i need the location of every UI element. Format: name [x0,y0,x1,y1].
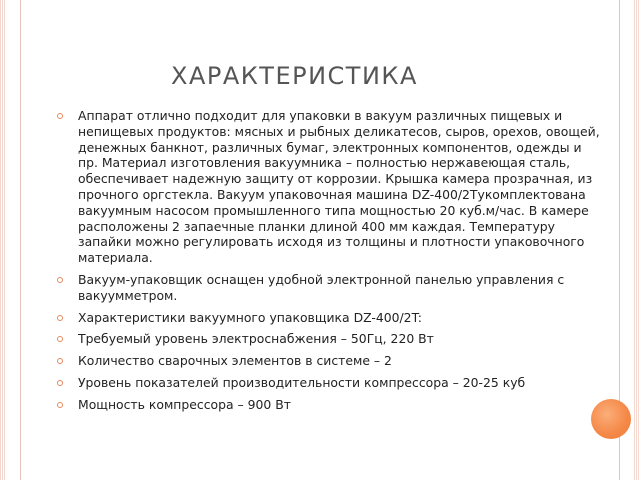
bullet-item [55,375,605,391]
bullet-icon [57,402,63,408]
bullet-item [55,353,605,369]
bullet-icon [57,315,63,321]
bullet-text: Вакуум-упаковщик оснащен удобной электронной панелью управления с вакуумметром. [78,271,565,303]
bullet-text: Требуемый уровень электроснабжения – 50Гц, 220 Вт [78,331,434,347]
bullet-text: Мощность компрессора – 900 Вт [78,396,291,412]
bullet-text: Характеристики вакуумного упаковщика DZ-400/2T: [78,309,422,325]
bullet-list [55,108,605,419]
slide-title: ХАРАКТЕРИСТИКА [171,62,418,90]
bullet-icon [57,277,63,283]
bullet-icon [57,380,63,386]
bullet-item [55,331,605,347]
left-decorative-stripe [0,0,6,480]
bullet-text: Аппарат отлично подходит для упаковки в вакуум различных пищевых и непищевых продуктов: мясных и рыбных деликатесов, сыров, орехов, овощей, денежных банкнот, различных бумаг, электронных компонентов, одежды и пр. Материал изготовления вакуумника – полностью нержавеющая сталь, обеспечивает надежную защиту от коррозии. Крышка камера прозрачная, из прочного оргстекла. Вакуум упаковочная машина DZ-400/2Тукомплектована вакуумным насосом промышленного типа мощностью 20 куб.м/час. В камере расположены 2 запаечные планки длиной 400 мм каждая. Температуру запайки можно регулировать исходя из толщины и плотности упаковочного материала. [78,108,600,266]
bullet-icon [57,358,63,364]
bullet-item [55,397,605,413]
bullet-item [55,310,605,326]
bullet-item [55,272,605,304]
bullet-item [55,108,605,266]
bullet-icon [57,113,63,119]
decorative-orange-circle [591,399,631,439]
slide [20,0,620,480]
bullet-text: Количество сварочных элементов в системе – 2 [78,353,392,369]
bullet-text: Уровень показателей производительности компрессора – 20-25 куб [78,374,526,390]
bullet-icon [57,336,63,342]
right-decorative-stripe [634,0,640,480]
